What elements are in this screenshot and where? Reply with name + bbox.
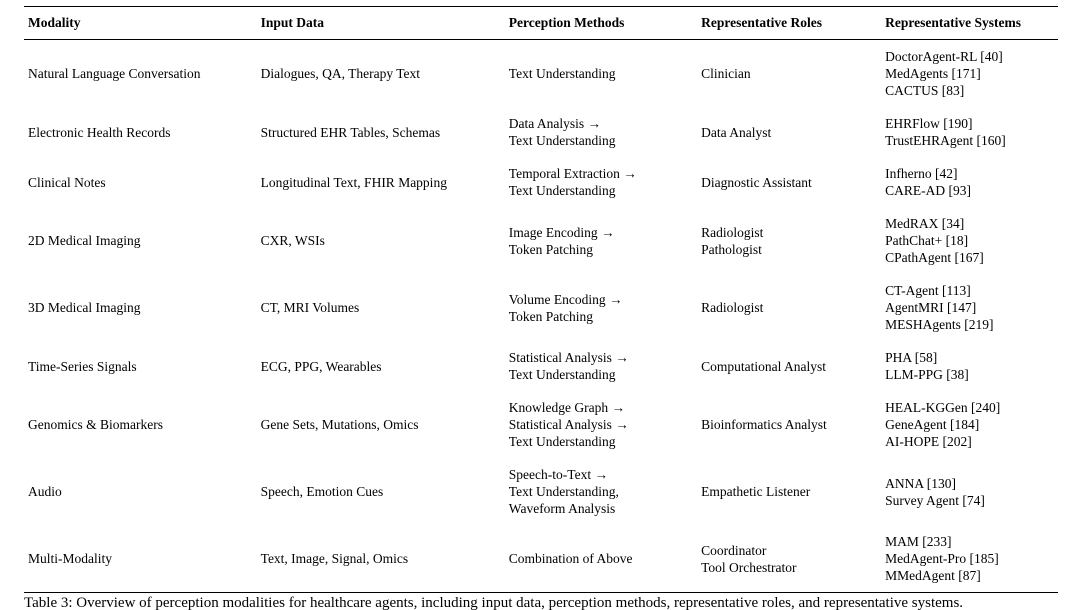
- cell-line: MedRAX [34]: [885, 216, 965, 231]
- cell-roles: [697, 107, 881, 157]
- cell-roles: [697, 40, 881, 108]
- cell-roles: [697, 525, 881, 593]
- cell-line: Speech-to-Text →: [508, 467, 608, 482]
- cell-line: Text Understanding: [508, 434, 616, 449]
- cell-line: ANNA [130]: [885, 475, 957, 491]
- cell-perception-methods: [505, 107, 697, 157]
- cell-line: Text, Image, Signal, Omics: [260, 551, 409, 566]
- cell-modality: [24, 40, 257, 108]
- cell-line: Dialogues, QA, Therapy Text: [260, 66, 421, 81]
- cell-perception-methods: [505, 274, 697, 341]
- cell-line: CPathAgent [167]: [885, 250, 984, 265]
- cell-systems: [881, 207, 1058, 274]
- cell-line: CACTUS [83]: [885, 83, 965, 98]
- cell-perception-methods: [505, 207, 697, 274]
- cell-line: Text Understanding: [508, 66, 616, 81]
- cell-line: PathChat+ [18]: [885, 233, 969, 248]
- cell-line: LLM-PPG [38]: [885, 367, 969, 382]
- cell-line: Volume Encoding →: [508, 291, 623, 307]
- cell-input-data: [257, 341, 505, 391]
- cell-line: Token Patching: [508, 308, 593, 324]
- cell-line: Longitudinal Text, FHIR Mapping: [260, 174, 447, 190]
- cell-input-data: [257, 525, 505, 593]
- cell-line: AgentMRI [147]: [885, 300, 977, 315]
- table-caption: Table 3: Overview of perception modalities for healthcare agents, including input data, perception methods, representative roles, and representative systems.: [24, 595, 964, 610]
- cell-line: Text Understanding: [508, 133, 616, 148]
- cell-systems: [881, 107, 1058, 157]
- cell-line: CT, MRI Volumes: [260, 300, 360, 315]
- cell-line: HEAL-KGGen [240]: [885, 400, 1001, 415]
- table-body: [24, 40, 1058, 593]
- cell-line: Waveform Analysis: [508, 501, 616, 516]
- header-cell-1: Input Data: [257, 7, 505, 40]
- cell-line: Speech, Emotion Cues: [260, 484, 384, 499]
- modality-table: [24, 6, 1058, 593]
- cell-line: CT-Agent [113]: [885, 283, 971, 298]
- cell-line: Genomics & Biomarkers: [28, 417, 163, 432]
- cell-line: MAM [233]: [885, 534, 952, 549]
- header-cell-2: Perception Methods: [505, 7, 697, 40]
- cell-line: Computational Analyst: [701, 358, 826, 374]
- table-row: [24, 157, 1058, 207]
- cell-line: Data Analysis →: [508, 116, 602, 131]
- cell-roles: [697, 207, 881, 274]
- cell-line: Text Understanding: [508, 367, 616, 382]
- cell-line: Radiologist: [701, 300, 764, 315]
- cell-line: DoctorAgent-RL [40]: [885, 49, 1003, 64]
- cell-input-data: [257, 391, 505, 458]
- cell-modality: [24, 458, 257, 525]
- table-row: [24, 525, 1058, 593]
- cell-line: Token Patching: [508, 241, 593, 257]
- cell-perception-methods: [505, 458, 697, 525]
- cell-line: Clinician: [701, 66, 751, 81]
- cell-line: Multi-Modality: [28, 551, 112, 566]
- cell-systems: [881, 341, 1058, 391]
- cell-line: Knowledge Graph →: [508, 400, 626, 415]
- cell-systems: [881, 458, 1058, 525]
- cell-line: EHRFlow [190]: [885, 116, 973, 131]
- cell-line: MedAgent-Pro [185]: [885, 551, 999, 566]
- cell-line: Statistical Analysis →: [508, 417, 629, 432]
- cell-line: Image Encoding →: [508, 224, 615, 240]
- cell-roles: [697, 157, 881, 207]
- cell-line: Text Understanding,: [508, 484, 619, 499]
- cell-perception-methods: [505, 391, 697, 458]
- cell-line: Bioinformatics Analyst: [701, 417, 827, 432]
- cell-systems: [881, 274, 1058, 341]
- cell-line: Clinical Notes: [28, 174, 106, 190]
- cell-line: GeneAgent [184]: [885, 417, 980, 432]
- cell-line: Diagnostic Assistant: [701, 174, 812, 190]
- table-row: [24, 207, 1058, 274]
- cell-modality: [24, 107, 257, 157]
- header-cell-0: Modality: [24, 7, 257, 40]
- cell-systems: [881, 391, 1058, 458]
- cell-roles: [697, 274, 881, 341]
- cell-line: PHA [58]: [885, 350, 938, 365]
- cell-perception-methods: [505, 341, 697, 391]
- cell-line: 2D Medical Imaging: [28, 233, 141, 248]
- cell-perception-methods: [505, 157, 697, 207]
- table-row: [24, 274, 1058, 341]
- cell-line: CARE-AD [93]: [885, 183, 972, 198]
- cell-roles: [697, 391, 881, 458]
- cell-modality: [24, 207, 257, 274]
- cell-line: Temporal Extraction →: [508, 166, 637, 181]
- table-row: [24, 40, 1058, 108]
- cell-line: Audio: [28, 484, 62, 499]
- cell-input-data: [257, 40, 505, 108]
- table-row: [24, 107, 1058, 157]
- cell-line: Tool Orchestrator: [701, 559, 797, 575]
- cell-line: 3D Medical Imaging: [28, 300, 141, 315]
- cell-modality: [24, 391, 257, 458]
- cell-line: Time-Series Signals: [28, 358, 137, 374]
- cell-line: Natural Language Conversation: [28, 66, 201, 81]
- cell-line: Gene Sets, Mutations, Omics: [260, 417, 419, 432]
- cell-line: Data Analyst: [701, 124, 772, 140]
- cell-line: Radiologist: [701, 224, 764, 240]
- cell-line: Infherno [42]: [885, 166, 958, 181]
- cell-modality: [24, 341, 257, 391]
- cell-line: Electronic Health Records: [28, 124, 171, 140]
- cell-input-data: [257, 207, 505, 274]
- cell-modality: [24, 274, 257, 341]
- table-row: [24, 458, 1058, 525]
- cell-roles: [697, 458, 881, 525]
- cell-line: AI-HOPE [202]: [885, 434, 972, 449]
- table-header: [24, 7, 1058, 40]
- cell-systems: [881, 525, 1058, 593]
- cell-line: Structured EHR Tables, Schemas: [260, 124, 441, 140]
- cell-line: Pathologist: [701, 241, 762, 257]
- cell-line: Coordinator: [701, 542, 767, 558]
- cell-perception-methods: [505, 40, 697, 108]
- cell-line: MESHAgents [219]: [885, 317, 994, 332]
- cell-line: Text Understanding: [508, 183, 616, 198]
- cell-line: Survey Agent [74]: [885, 492, 985, 508]
- header-row: [24, 7, 1058, 40]
- header-cell-3: Representative Roles: [697, 7, 881, 40]
- cell-roles: [697, 341, 881, 391]
- cell-input-data: [257, 157, 505, 207]
- cell-line: Statistical Analysis →: [508, 350, 629, 365]
- cell-systems: [881, 157, 1058, 207]
- cell-line: TrustEHRAgent [160]: [885, 133, 1006, 148]
- header-cell-4: Representative Systems: [881, 7, 1058, 40]
- table-row: [24, 341, 1058, 391]
- cell-line: Combination of Above: [508, 551, 633, 566]
- cell-modality: [24, 525, 257, 593]
- cell-input-data: [257, 107, 505, 157]
- cell-line: CXR, WSIs: [260, 233, 325, 248]
- cell-systems: [881, 40, 1058, 108]
- cell-perception-methods: [505, 525, 697, 593]
- cell-input-data: [257, 458, 505, 525]
- cell-line: MMedAgent [87]: [885, 568, 981, 583]
- table-row: [24, 391, 1058, 458]
- cell-line: MedAgents [171]: [885, 66, 981, 81]
- cell-line: ECG, PPG, Wearables: [260, 358, 382, 374]
- cell-line: Empathetic Listener: [701, 484, 811, 499]
- cell-input-data: [257, 274, 505, 341]
- cell-modality: [24, 157, 257, 207]
